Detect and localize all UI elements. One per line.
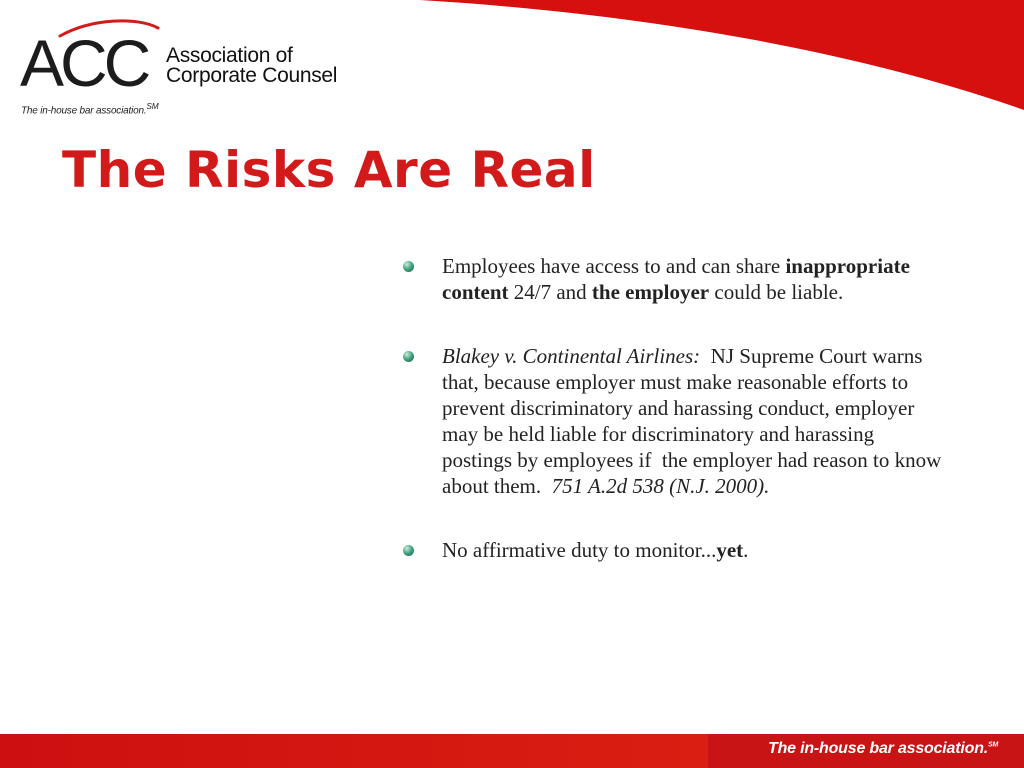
bullet-text (442, 343, 947, 499)
green-sphere-bullet-icon (403, 545, 414, 556)
acc-logo (20, 18, 340, 118)
bullet-text-segment: yet (716, 538, 744, 562)
footer-tagline-mark: SM (988, 741, 999, 749)
footer-tagline-text: The in-house bar association. (768, 740, 989, 757)
bullet-text (442, 537, 942, 563)
swoosh-shape (420, 0, 1024, 110)
bullet-text-segment: Employees have access to and can share (442, 254, 786, 278)
acc-logo-mark (20, 18, 170, 98)
bullet-text-segment: could be liable. (709, 280, 844, 304)
logo-letters: ACC (20, 26, 148, 98)
org-name: Association of Corporate Counsel (166, 44, 338, 87)
bullet-text-segment: No affirmative duty to monitor... (442, 538, 717, 562)
bullet-text (442, 253, 942, 305)
green-sphere-bullet-icon (403, 351, 414, 362)
bullet-text-segment: Blakey v. Continental Airlines: (442, 344, 701, 368)
bullet-text-segment: . (743, 538, 749, 562)
bullet-text-segment: inappropriate content (442, 254, 916, 304)
bullet-item (402, 343, 947, 499)
bullet-text-segment: 751 A.2d 538 (N.J. 2000). (551, 474, 770, 498)
logo-tagline (21, 101, 158, 116)
logo-tagline-mark: SM (146, 101, 159, 111)
bullet-text-segment: NJ Supreme Court warns that, because employer must make reasonable efforts to prevent discriminatory and harassing conduct, employer may be held liable for discriminatory and harassing postings by employees if the employer had reason to know about them. (442, 344, 947, 498)
bullet-item (402, 537, 942, 563)
green-sphere-bullet-icon (403, 261, 414, 272)
bullet-item (402, 253, 942, 305)
bullet-text-segment: 24/7 and (508, 280, 592, 304)
slide-title: The Risks Are Real (62, 141, 596, 199)
logo-tagline-text: The in-house bar association. (21, 105, 147, 117)
bullet-list (402, 253, 947, 563)
bullet-text-segment: the employer (591, 280, 710, 304)
footer-tagline (768, 740, 998, 758)
